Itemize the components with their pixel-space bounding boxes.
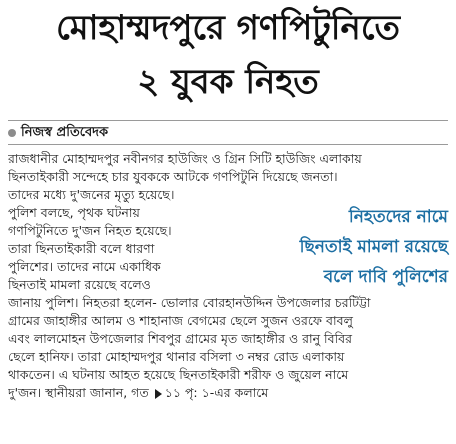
body-line: এবং লালমোহন উপজেলার শিবপুর গ্রামের মৃত জাহাঙ্গীর ও রানু বিবির xyxy=(8,331,353,346)
body-line: থাকতেন। এ ঘটনায় আহত হয়েছে ছিনতাইকারী শরীফ ও জুয়েল নামে xyxy=(8,367,349,382)
pull-quote-line: নিহতদের নামে xyxy=(348,207,448,227)
pull-quote-line: ছিনতাই মামলা রয়েছে xyxy=(299,237,448,257)
byline xyxy=(8,123,108,143)
body-line: পুলিশ বলছে, পৃথক ঘটনায় xyxy=(8,205,140,220)
bullet-icon xyxy=(8,129,16,137)
pull-quote-line: বলে দাবি পুলিশের xyxy=(323,267,448,287)
body-line-last xyxy=(8,384,452,402)
byline-text: নিজস্ব প্রতিবেদক xyxy=(21,125,109,140)
body-line: গণপিটুনিতে দু'জন নিহত হয়েছে। xyxy=(8,223,172,238)
byline-top-divider xyxy=(8,120,448,121)
continuation-link[interactable]: ১১ পৃ: ১-এর কলামে xyxy=(164,385,269,400)
headline-line-1: মোহাম্মদপুরে গণপিটুনিতে xyxy=(55,8,400,48)
body-line: রাজধানীর মোহাম্মদপুর নবীনগর হাউজিং ও গ্রিন সিটি হাউজিং এলাকায় xyxy=(8,151,362,166)
body-text: দু'জন। স্থানীয়রা জানান, গত xyxy=(8,385,149,400)
byline-bottom-divider xyxy=(8,144,448,145)
body-line: ছিনতাইকারী সন্দেহে চার যুবককে আটকে গণপিটুনি দিয়েছে জনতা। xyxy=(8,169,338,184)
pull-quote xyxy=(236,202,448,292)
headline-line-2: ২ যুবক নিহত xyxy=(137,62,319,102)
body-line: পুলিশের। তাদের নামে একাধিক xyxy=(8,259,161,274)
continuation-arrow-icon xyxy=(155,389,162,399)
body-line: গ্রামের জাহাঙ্গীর আলম ও শাহানাজ বেগমের ছেলে সুজন ওরফে বাবলু xyxy=(8,313,353,328)
body-line: জানায় পুলিশ। নিহতরা হলেন- ভোলার বোরহানউদ্দিন উপজেলার চরটিট্টা xyxy=(8,295,371,310)
body-line: তাদের মধ্যে দু'জনের মৃত্যু হয়েছে। xyxy=(8,187,175,202)
body-line: ছিনতাই মামলা রয়েছে বলেও xyxy=(8,277,151,292)
body-line: ছেলে হানিফ। তারা মোহাম্মদপুর থানার বসিলা ৩ নম্বর রোড এলাকায় xyxy=(8,349,345,364)
body-line: তারা ছিনতাইকারী বলে ধারণা xyxy=(8,241,155,256)
